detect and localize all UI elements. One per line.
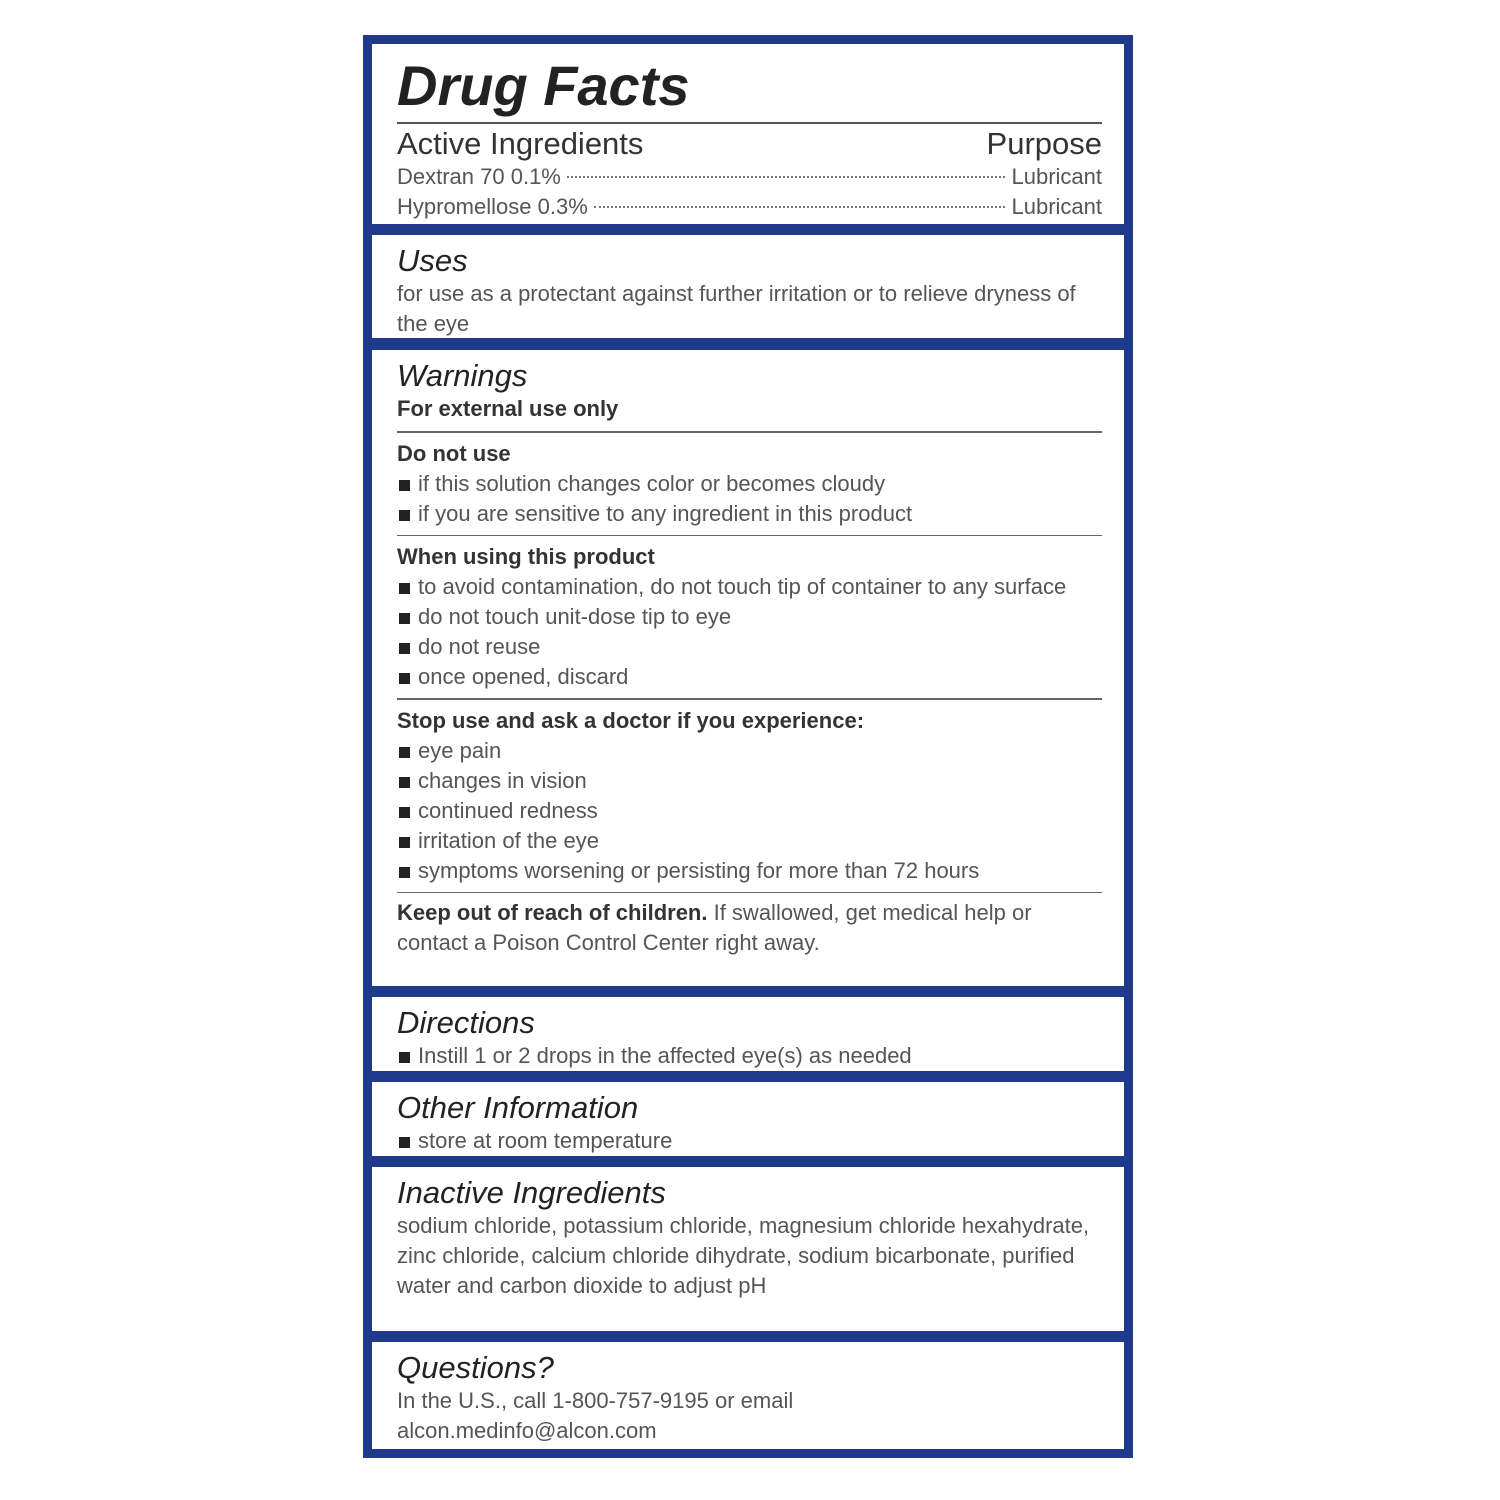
list-item: if this solution changes color or becomes cloudy	[397, 469, 1102, 499]
stop-use-list	[397, 736, 1102, 886]
directions-section	[372, 997, 1124, 1071]
list-item: symptoms worsening or persisting for more than 72 hours	[397, 856, 1102, 886]
inactive-ingredients-section	[372, 1167, 1124, 1331]
title-divider	[397, 122, 1102, 124]
keep-out-bold: Keep out of reach of children.	[397, 900, 708, 925]
when-using-heading: When using this product	[397, 544, 655, 569]
when-using-list	[397, 572, 1102, 692]
warnings-divider	[397, 892, 1102, 894]
keep-out-rest: If swallowed, get medical help or contact a Poison Control Center right away.	[397, 900, 1032, 955]
active-purpose: Lubricant	[1011, 164, 1102, 189]
list-item: continued redness	[397, 796, 1102, 826]
active-ingredient: Hypromellose 0.3%	[397, 194, 588, 219]
active-row	[397, 162, 1102, 192]
do-not-use-heading: Do not use	[397, 440, 511, 466]
list-item: eye pain	[397, 736, 1102, 766]
inactive-ingredients-text: sodium chloride, potassium chloride, magnesium chloride hexahydrate, zinc chloride, calcium chloride dihydrate, sodium bicarbonate, purified water and carbon dioxide to adjust pH	[397, 1213, 1090, 1298]
active-row	[397, 192, 1102, 222]
list-item: if you are sensitive to any ingredient in this product	[397, 499, 1102, 529]
directions-heading: Directions	[397, 1005, 535, 1040]
drug-facts-panel	[363, 35, 1133, 1458]
uses-section	[372, 235, 1124, 338]
dot-leader	[567, 176, 1006, 178]
stop-use-heading: Stop use and ask a doctor if you experience:	[397, 707, 865, 733]
active-ingredients-heading: Active Ingredients	[397, 126, 644, 161]
questions-text: In the U.S., call 1-800-757-9195 or email alcon.medinfo@alcon.com	[397, 1388, 794, 1443]
list-item: to avoid contamination, do not touch tip of container to any surface	[397, 572, 1102, 602]
directions-list	[397, 1041, 1102, 1071]
list-item: store at room temperature	[397, 1126, 1102, 1156]
list-item: irritation of the eye	[397, 826, 1102, 856]
uses-text: for use as a protectant against further irritation or to relieve dryness of the eye	[397, 281, 1076, 336]
active-ingredients-section	[372, 44, 1124, 224]
purpose-heading: Purpose	[986, 126, 1102, 161]
active-purpose: Lubricant	[1011, 194, 1102, 219]
other-information-section	[372, 1082, 1124, 1156]
active-ingredient: Dextran 70 0.1%	[397, 164, 561, 189]
warnings-heading: Warnings	[397, 358, 528, 393]
warnings-divider	[397, 535, 1102, 537]
drug-facts-title: Drug Facts	[397, 54, 690, 117]
questions-heading: Questions?	[397, 1350, 554, 1385]
warnings-section	[372, 350, 1124, 986]
warnings-divider	[397, 431, 1102, 433]
questions-section	[372, 1342, 1124, 1449]
do-not-use-list	[397, 469, 1102, 529]
external-use-text: For external use only	[397, 396, 619, 421]
list-item: changes in vision	[397, 766, 1102, 796]
other-information-list	[397, 1126, 1102, 1156]
keep-out-text	[397, 898, 1102, 958]
active-header-row	[397, 126, 1102, 162]
dot-leader	[594, 206, 1006, 208]
list-item: once opened, discard	[397, 662, 1102, 692]
list-item: do not reuse	[397, 632, 1102, 662]
other-information-heading: Other Information	[397, 1090, 639, 1125]
warnings-divider	[397, 698, 1102, 700]
list-item: do not touch unit-dose tip to eye	[397, 602, 1102, 632]
uses-heading: Uses	[397, 243, 468, 278]
list-item: Instill 1 or 2 drops in the affected eye(s) as needed	[397, 1041, 1102, 1071]
inactive-ingredients-heading: Inactive Ingredients	[397, 1175, 666, 1210]
